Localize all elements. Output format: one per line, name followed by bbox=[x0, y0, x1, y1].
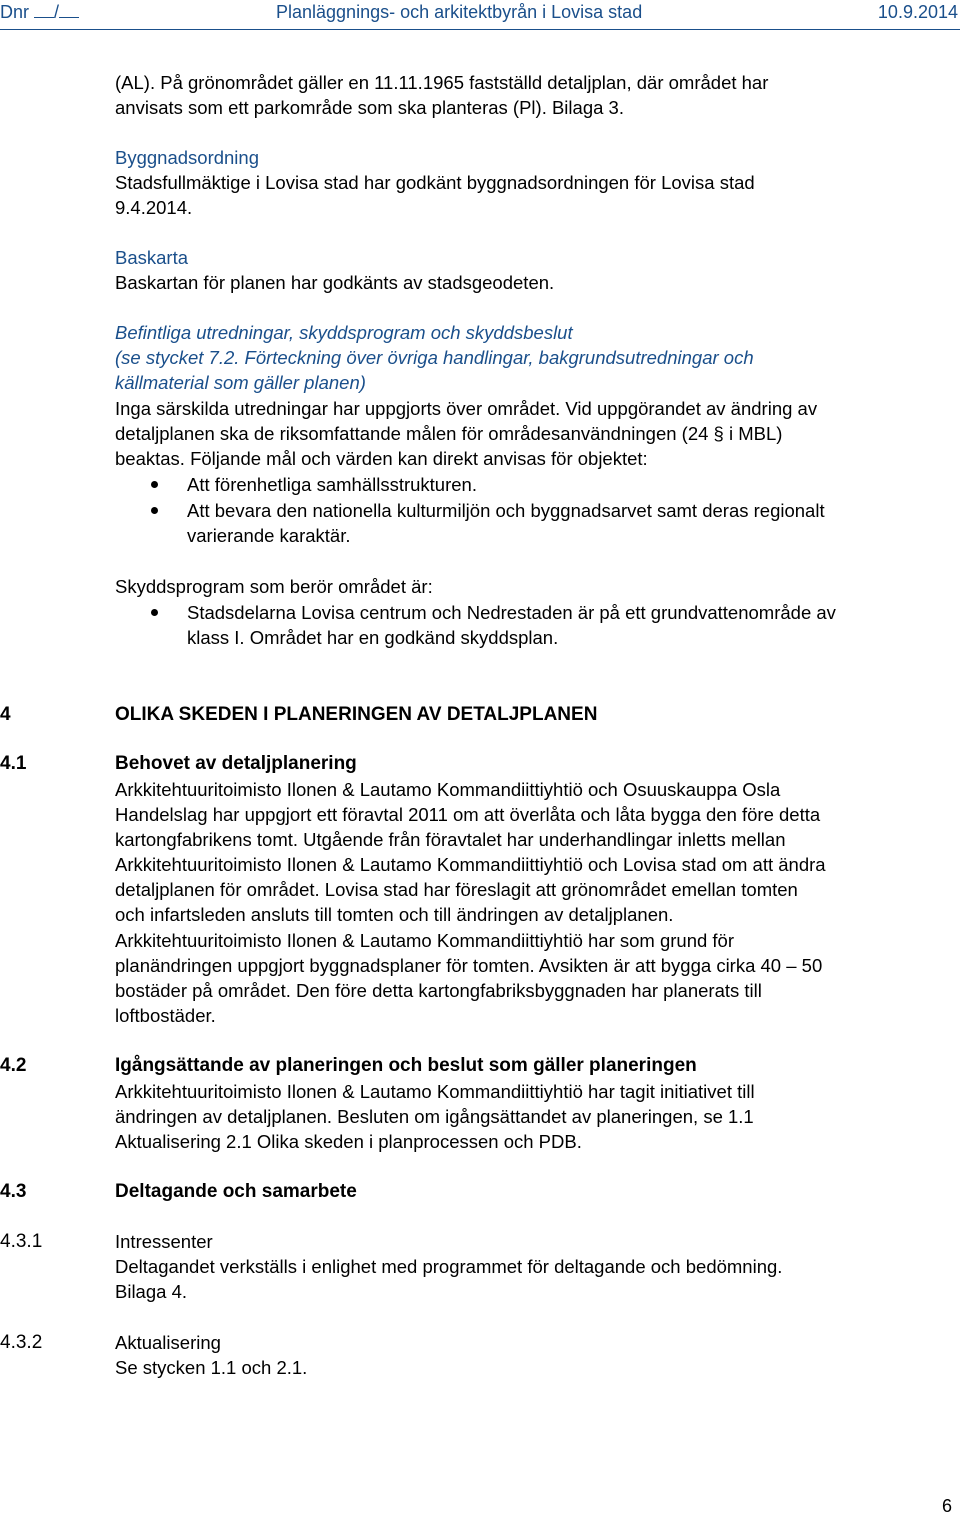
befintliga-body-3: beaktas. Följande mål och värden kan direkt anvisas för objektet: bbox=[115, 448, 648, 469]
office-name: Planläggnings- och arkitektbyrån i Lovisa stad bbox=[276, 2, 643, 22]
s41-line-7: Arkkitehtuuritoimisto Ilonen & Lautamo Kommandiittiyhtiö har som grund för bbox=[115, 930, 735, 951]
s41-line-5: detaljplanen för området. Lovisa stad har föreslagit att grönområdet emellan tomten bbox=[115, 879, 798, 900]
s42-line-2: ändringen av detaljplanen. Besluten om igångsättandet av planeringen, se 1.1 bbox=[115, 1106, 754, 1127]
befintliga-body-1: Inga särskilda utredningar har uppgjorts över området. Vid uppgörandet av ändring av bbox=[115, 398, 818, 419]
dnr-field bbox=[0, 0, 79, 25]
dnr-label: Dnr bbox=[0, 2, 30, 22]
section-4-title: OLIKA SKEDEN I PLANERINGEN AV DETALJPLANEN bbox=[115, 704, 598, 725]
page-header bbox=[0, 0, 960, 26]
section-4-2-title: Igångsättande av planeringen och beslut som gäller planeringen bbox=[115, 1055, 697, 1076]
section-4-3-2-number: 4.3.2 bbox=[0, 1332, 43, 1353]
befintliga-heading-2: (se stycket 7.2. Förteckning över övriga handlingar, bakgrundsutredningar och bbox=[115, 347, 754, 368]
s41-line-4: Arkkitehtuuritoimisto Ilonen & Lautamo Kommandiittiyhtiö och Lovisa stad om att ändra bbox=[115, 854, 826, 875]
s41-line-6: och infartsleden ansluts till tomten och till ändringen av detaljplanen. bbox=[115, 904, 674, 925]
section-4-3-number: 4.3 bbox=[0, 1181, 27, 1202]
byggnadsordning-line-2: 9.4.2014. bbox=[115, 197, 193, 218]
section-4-3-title: Deltagande och samarbete bbox=[115, 1181, 357, 1202]
bullet-dot bbox=[151, 609, 158, 616]
befintliga-heading-1: Befintliga utredningar, skyddsprogram och skyddsbeslut bbox=[115, 322, 573, 343]
befintliga-bullet-1: Att förenhetliga samhällsstrukturen. bbox=[187, 474, 477, 495]
skyddsprogram-intro: Skyddsprogram som berör området är: bbox=[115, 576, 433, 597]
header-divider bbox=[0, 29, 960, 30]
section-4-3-1-title: Intressenter bbox=[115, 1231, 213, 1252]
dnr-blank-2 bbox=[59, 1, 79, 18]
baskarta-line: Baskartan för planen har godkänts av stadsgeodeten. bbox=[115, 272, 555, 293]
byggnadsordning-line-1: Stadsfullmäktige i Lovisa stad har godkänt byggnadsordningen för Lovisa stad bbox=[115, 172, 755, 193]
skyddsprogram-bullet-line-2: klass I. Området har en godkänd skyddsplan. bbox=[187, 627, 559, 648]
header-date: 10.9.2014 bbox=[877, 2, 958, 22]
befintliga-body-2: detaljplanen ska de riksomfattande målen för områdesanvändningen (24 § i MBL) bbox=[115, 423, 783, 444]
s431-line-1: Deltagandet verkställs i enlighet med programmet för deltagande och bedömning. bbox=[115, 1256, 783, 1277]
section-4-3-2-title: Aktualisering bbox=[115, 1332, 221, 1353]
s41-line-10: loftbostäder. bbox=[115, 1005, 216, 1026]
s41-line-2: Handelslag har uppgjort ett föravtal 2011 om att överlåta och låta bygga den före detta bbox=[115, 804, 821, 825]
befintliga-heading-3: källmaterial som gäller planen) bbox=[115, 372, 366, 393]
bullet-dot bbox=[151, 481, 158, 488]
intro-line-1: (AL). På grönområdet gäller en 11.11.1965 fastställd detaljplan, där området har bbox=[115, 72, 769, 93]
s41-line-1: Arkkitehtuuritoimisto Ilonen & Lautamo Kommandiittiyhtiö och Osuuskauppa Osla bbox=[115, 779, 781, 800]
dnr-blank-1 bbox=[34, 1, 54, 18]
s41-line-9: bostäder på området. Den före detta kartongfabriksbyggnaden har planerats till bbox=[115, 980, 762, 1001]
dnr-separator: / bbox=[54, 2, 60, 22]
bullet-dot bbox=[151, 507, 158, 514]
baskarta-heading: Baskarta bbox=[115, 247, 189, 268]
befintliga-bullet-2-line-2: varierande karaktär. bbox=[187, 525, 351, 546]
s431-line-2: Bilaga 4. bbox=[115, 1281, 187, 1302]
section-4-2-number: 4.2 bbox=[0, 1055, 27, 1076]
section-4-number: 4 bbox=[0, 704, 11, 725]
s42-line-3: Aktualisering 2.1 Olika skeden i planprocessen och PDB. bbox=[115, 1131, 582, 1152]
page-number: 6 bbox=[941, 1496, 952, 1516]
s41-line-3: kartongfabrikens tomt. Utgående från föravtalet har underhandlingar inletts mellan bbox=[115, 829, 786, 850]
intro-line-2: anvisats som ett parkområde som ska planteras (Pl). Bilaga 3. bbox=[115, 97, 624, 118]
byggnadsordning-heading: Byggnadsordning bbox=[115, 147, 259, 168]
s42-line-1: Arkkitehtuuritoimisto Ilonen & Lautamo Kommandiittiyhtiö har tagit initiativet till bbox=[115, 1081, 755, 1102]
s432-line-1: Se stycken 1.1 och 2.1. bbox=[115, 1357, 308, 1378]
section-4-1-number: 4.1 bbox=[0, 753, 27, 774]
section-4-3-1-number: 4.3.1 bbox=[0, 1231, 43, 1252]
skyddsprogram-bullet-line-1: Stadsdelarna Lovisa centrum och Nedrestaden är på ett grundvattenområde av bbox=[187, 602, 836, 623]
befintliga-bullet-2-line-1: Att bevara den nationella kulturmiljön och byggnadsarvet samt deras regionalt bbox=[187, 500, 825, 521]
s41-line-8: planändringen uppgjort byggnadsplaner för tomten. Avsikten är att bygga cirka 40 – 50 bbox=[115, 955, 823, 976]
section-4-1-title: Behovet av detaljplanering bbox=[115, 753, 357, 774]
